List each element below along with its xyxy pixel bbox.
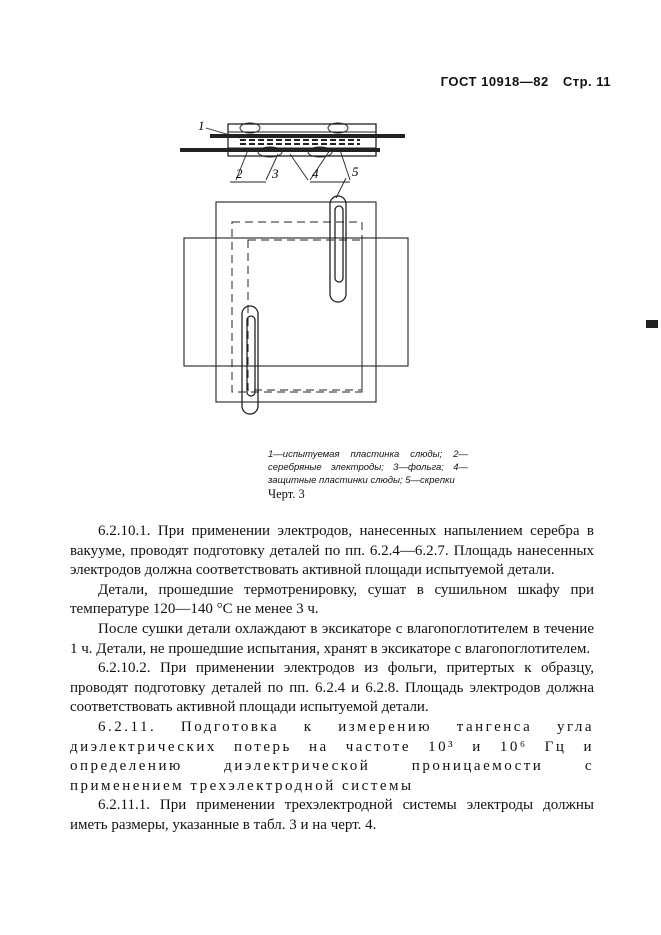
paragraph-6-2-10-1: 6.2.10.1. При применении электродов, нанесенных напылением серебра в вакууме, проводят подготовку деталей по пп. 6.2.4—6.2.7. Площадь нанесенных электродов должна соответствовать активной площади испытуемой детали. (70, 523, 594, 579)
label-3: 3 (272, 166, 279, 181)
paragraph-6-2-11-1: 6.2.11.1. При применении трехэлектродной системы электроды должны иметь размеры, указанные в табл. 3 и на черт. 4. (70, 797, 594, 833)
label-1: 1 (198, 118, 205, 133)
page-header (431, 74, 611, 89)
body-text (70, 522, 594, 836)
standard-number: ГОСТ 10918—82 (440, 74, 549, 89)
plan-view (184, 202, 408, 402)
paper-clip-icon (242, 196, 346, 414)
paragraph-6-2-11: 6.2.11. Подготовка к измерению тангенса угла диэлектрических потерь на частоте 10³ и 10⁶ Гц и определению диэлектрической проницаемости с применением трехэлектродной системы (70, 718, 594, 794)
figure-caption: 1—испытуемая пластинка слюды; 2—серебряные электроды; 3—фольга; 4—защитные пластинки слюды; 5—скрепки (268, 449, 468, 486)
paragraph-drying: Детали, прошедшие термотренировку, сушат в сушильном шкафу при температуре 120—140 °С не менее 3 ч. (70, 581, 594, 618)
label-5: 5 (352, 164, 359, 179)
electrode-diagram (170, 110, 460, 420)
paragraph-6-2-10-2: 6.2.10.2. При применении электродов из фольги, притертых к образцу, проводят подготовку деталей по пп. 6.2.4 и 6.2.8. Площадь электродов должна соответствовать активной площади испытуемой детали. (70, 660, 594, 716)
label-4: 4 (312, 166, 319, 181)
page-number: Стр. 11 (562, 74, 611, 89)
label-2: 2 (236, 166, 243, 181)
paragraph-cooling: После сушки детали охлаждают в эксикаторе с влагопоглотителем в течение 1 ч. Детали, не прошедшие испытания, хранят в эксикаторе с влагопоглотителем. (70, 620, 594, 657)
page-edge-mark (646, 320, 658, 328)
electrode-figure (170, 110, 460, 420)
cross-section (180, 123, 405, 198)
figure-number: Черт. 3 (268, 487, 305, 501)
